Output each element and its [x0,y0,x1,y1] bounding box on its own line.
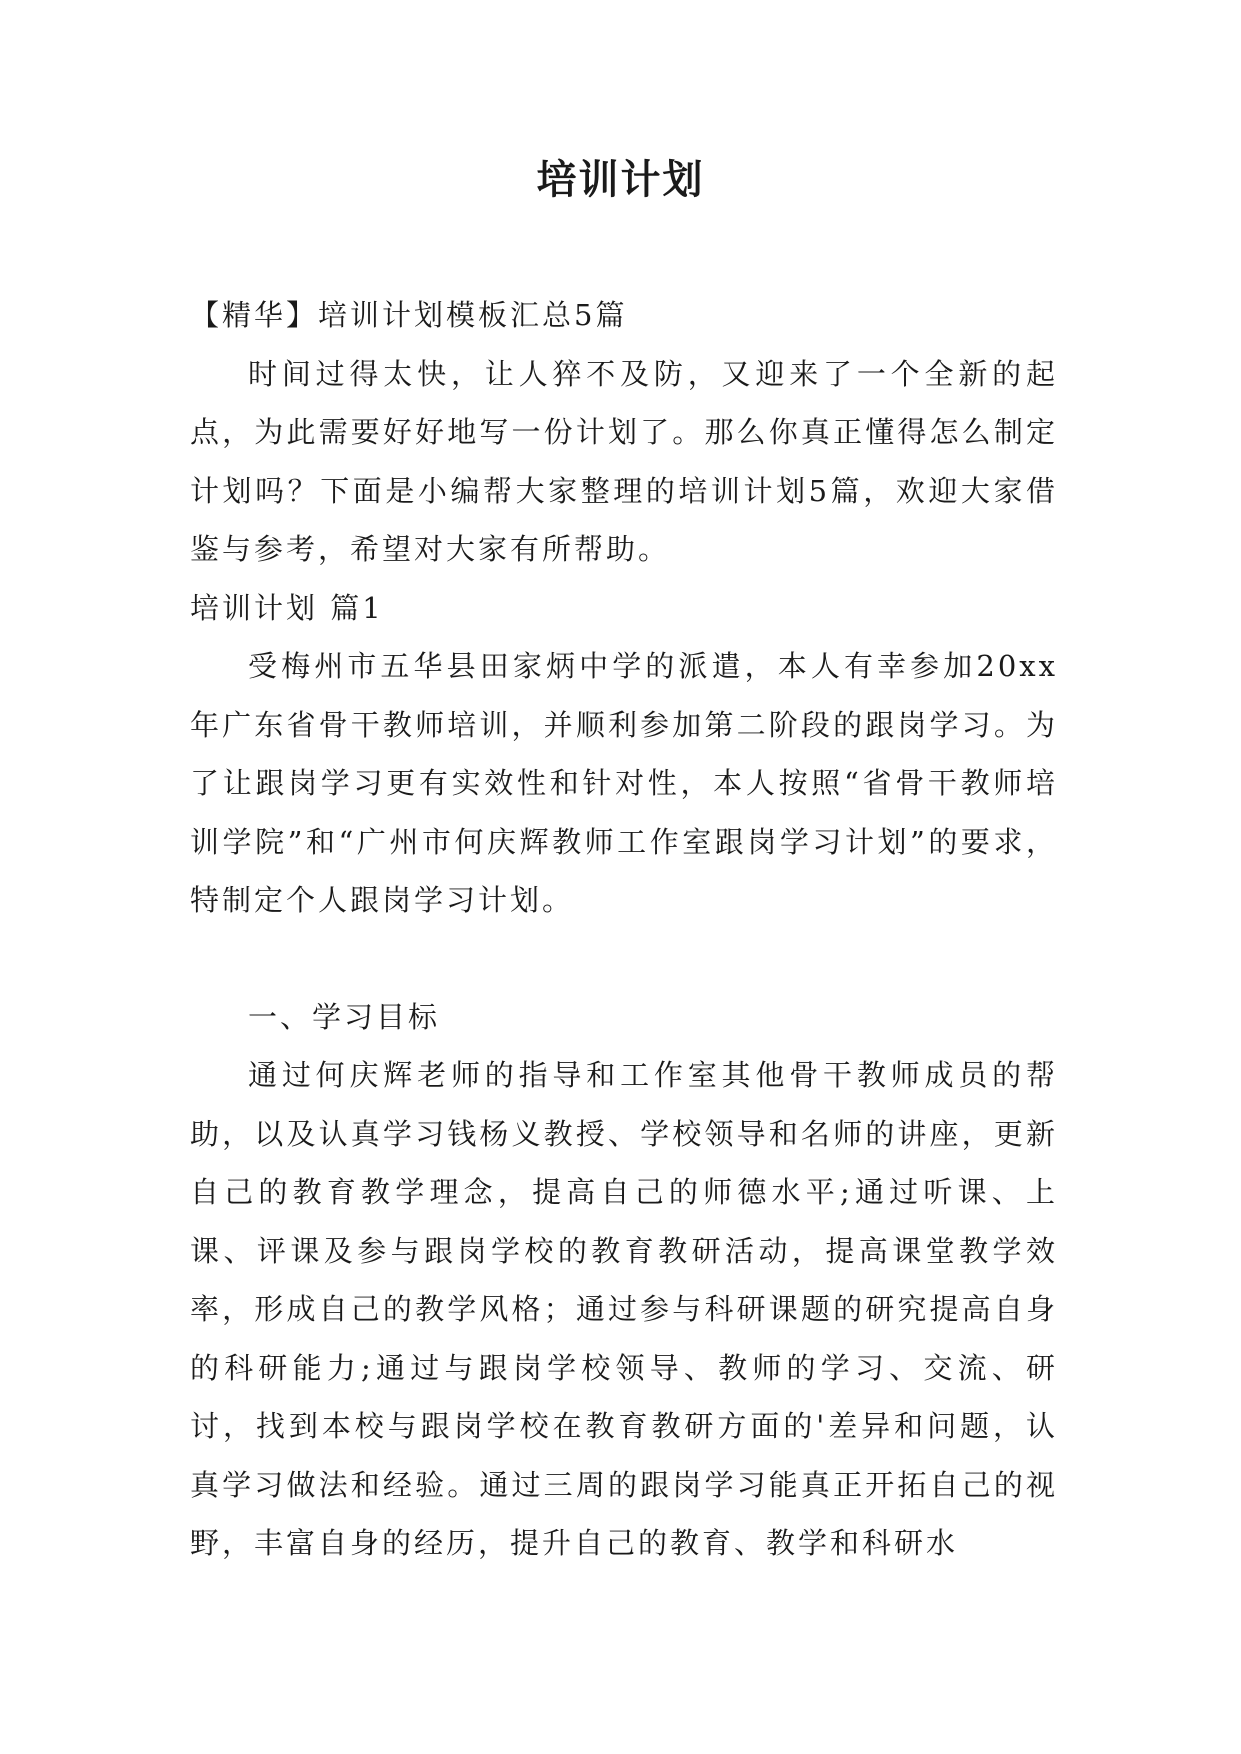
subheading-learning-goals: 一、学习目标 [248,999,441,1034]
section-heading: 培训计划 篇1 [190,590,384,625]
paragraph-spacer [190,930,1058,988]
document-title: 培训计划 [536,156,705,203]
intro-paragraph: 时间过得太快，让人猝不及防，又迎来了一个全新的起点，为此需要好好地写一份计划了。那么你真正懂得怎么制定计划吗？下面是小编帮大家整理的培训计划5篇，欢迎大家借鉴与参考，希望对大家有所帮助。 [190,356,1058,566]
section-paragraph-2: 通过何庆辉老师的指导和工作室其他骨干教师成员的帮助，以及认真学习钱杨义教授、学校领导和名师的讲座，更新自己的教育教学理念，提高自己的师德水平;通过听课、上课、评课及参与跟岗学校的教育教研活动，提高课堂教学效率，形成自己的教学风格；通过参与科研课题的研究提高自身的科研能力;通过与跟岗学校领导、教师的学习、交流、研讨，找到本校与跟岗学校在教育教研方面的'差异和问题，认真学习做法和经验。通过三周的跟岗学习能真正开拓自己的视野，丰富自身的经历，提升自己的教育、教学和科研水 [190,1058,1058,1560]
section-paragraph-1: 受梅州市五华县田家炳中学的派遣，本人有幸参加20xx年广东省骨干教师培训，并顺利参加第二阶段的跟岗学习。为了让跟岗学习更有实效性和针对性，本人按照“省骨干教师培训学院”和“广州市何庆辉教师工作室跟岗学习计划”的要求，特制定个人跟岗学习计划。 [190,649,1058,917]
document-body [190,286,1058,1573]
document-subtitle: 【精华】培训计划模板汇总5篇 [190,298,628,332]
